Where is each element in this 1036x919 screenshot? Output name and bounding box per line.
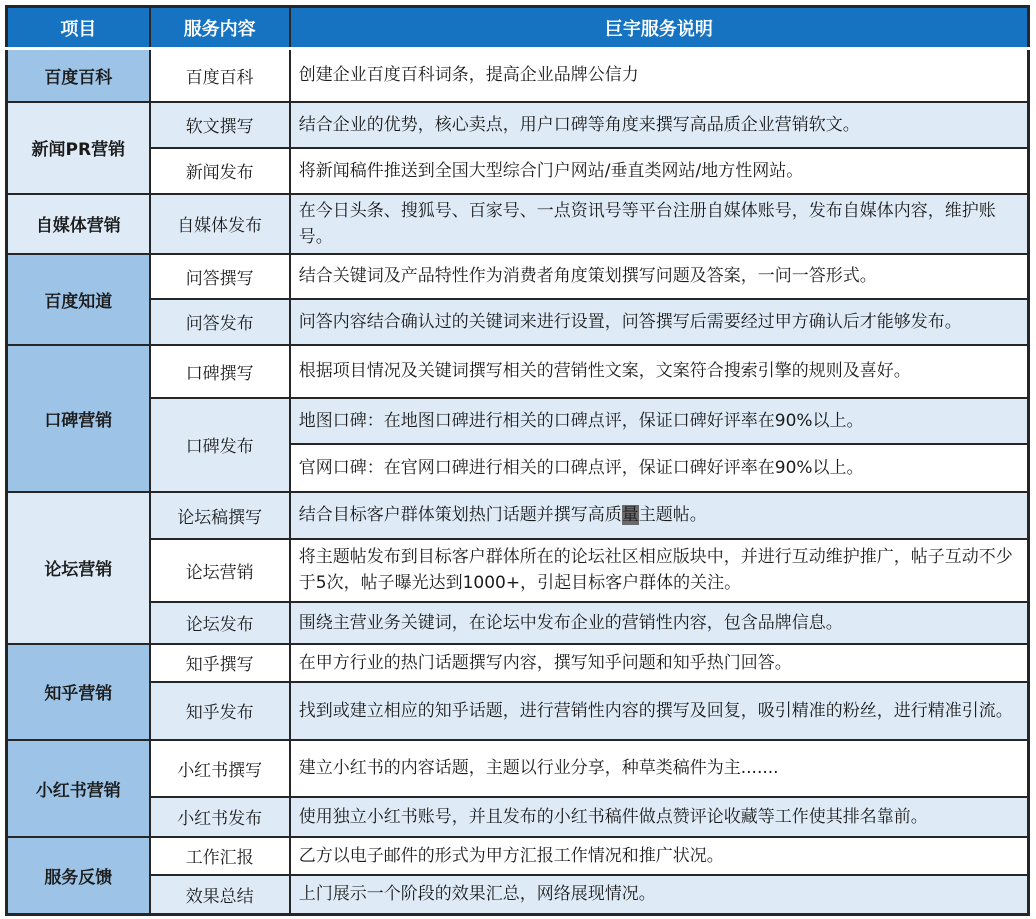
service-table-container <box>5 5 1030 916</box>
description-cell: 在今日头条、搜狐号、百家号、一点资讯号等平台注册自媒体账号，发布自媒体内容，维护账号。 <box>290 194 1029 254</box>
project-cell: 小红书营销 <box>7 740 150 837</box>
service-cell: 论坛稿撰写 <box>150 492 290 539</box>
description-text: 结合目标客户群体策划热门话题并撰写高质 <box>298 505 622 525</box>
description-cell: 地图口碑：在地图口碑进行相关的口碑点评，保证口碑好评率在90%以上。 <box>290 398 1029 444</box>
description-cell: 将新闻稿件推送到全国大型综合门户网站/垂直类网站/地方性网站。 <box>290 148 1029 194</box>
description-cell: 上门展示一个阶段的效果汇总，网络展现情况。 <box>290 875 1029 915</box>
table-row <box>7 539 1029 602</box>
cursor-highlight: 量 <box>621 505 639 525</box>
project-cell: 自媒体营销 <box>7 194 150 254</box>
service-cell: 效果总结 <box>150 875 290 915</box>
description-cell: 创建企业百度百科词条，提高企业品牌公信力 <box>290 49 1029 102</box>
table-row <box>7 148 1029 194</box>
project-cell: 新闻PR营销 <box>7 102 150 194</box>
service-cell: 口碑撰写 <box>150 345 290 398</box>
table-row <box>7 602 1029 644</box>
description-cell: 结合关键词及产品特性作为消费者角度策划撰写问题及答案，一问一答形式。 <box>290 254 1029 299</box>
description-text: 主题帖。 <box>638 505 707 525</box>
table-row <box>7 682 1029 740</box>
table-header-row <box>7 7 1029 49</box>
table-row <box>7 837 1029 875</box>
description-cell: 根据项目情况及关键词撰写相关的营销性文案，文案符合搜索引擎的规则及喜好。 <box>290 345 1029 398</box>
service-cell: 问答撰写 <box>150 254 290 299</box>
project-cell: 服务反馈 <box>7 837 150 915</box>
header-cell-service-content: 服务内容 <box>150 7 290 49</box>
description-cell: 官网口碑：在官网口碑进行相关的口碑点评，保证口碑好评率在90%以上。 <box>290 444 1029 492</box>
description-cell: 使用独立小红书账号，并且发布的小红书稿件做点赞评论收藏等工作使其排名靠前。 <box>290 797 1029 837</box>
table-row <box>7 345 1029 398</box>
table-row <box>7 102 1029 148</box>
project-cell: 百度百科 <box>7 49 150 102</box>
project-cell: 论坛营销 <box>7 492 150 644</box>
project-cell: 百度知道 <box>7 254 150 345</box>
table-row <box>7 797 1029 837</box>
table-row <box>7 740 1029 797</box>
table-row <box>7 299 1029 345</box>
description-cell: 建立小红书的内容话题，主题以行业分享，种草类稿件为主....... <box>290 740 1029 797</box>
table-row <box>7 644 1029 682</box>
service-cell: 自媒体发布 <box>150 194 290 254</box>
description-cell: 结合企业的优势，核心卖点，用户口碑等角度来撰写高品质企业营销软文。 <box>290 102 1029 148</box>
project-cell: 知乎营销 <box>7 644 150 740</box>
service-cell: 百度百科 <box>150 49 290 102</box>
header-cell-service-description: 巨宇服务说明 <box>290 7 1029 49</box>
service-cell: 软文撰写 <box>150 102 290 148</box>
description-cell <box>290 492 1029 539</box>
service-cell: 知乎撰写 <box>150 644 290 682</box>
description-cell: 问答内容结合确认过的关键词来进行设置，问答撰写后需要经过甲方确认后才能够发布。 <box>290 299 1029 345</box>
service-cell: 知乎发布 <box>150 682 290 740</box>
service-description-table <box>5 5 1030 916</box>
table-row <box>7 49 1029 102</box>
project-cell: 口碑营销 <box>7 345 150 492</box>
description-cell: 将主题帖发布到目标客户群体所在的论坛社区相应版块中，并进行互动维护推广，帖子互动不少于5次，帖子曝光达到1000+，引起目标客户群体的关注。 <box>290 539 1029 602</box>
header-cell-project: 项目 <box>7 7 150 49</box>
description-cell: 在甲方行业的热门话题撰写内容，撰写知乎问题和知乎热门回答。 <box>290 644 1029 682</box>
service-cell: 问答发布 <box>150 299 290 345</box>
description-cell: 找到或建立相应的知乎话题，进行营销性内容的撰写及回复，吸引精准的粉丝，进行精准引流。 <box>290 682 1029 740</box>
service-cell: 小红书发布 <box>150 797 290 837</box>
description-cell: 围绕主营业务关键词，在论坛中发布企业的营销性内容，包含品牌信息。 <box>290 602 1029 644</box>
service-cell: 工作汇报 <box>150 837 290 875</box>
table-row <box>7 254 1029 299</box>
service-cell: 论坛发布 <box>150 602 290 644</box>
table-row <box>7 194 1029 254</box>
service-cell: 小红书撰写 <box>150 740 290 797</box>
service-cell: 口碑发布 <box>150 398 290 492</box>
service-cell: 论坛营销 <box>150 539 290 602</box>
table-row <box>7 398 1029 444</box>
table-row <box>7 875 1029 915</box>
service-cell: 新闻发布 <box>150 148 290 194</box>
table-row <box>7 492 1029 539</box>
description-cell: 乙方以电子邮件的形式为甲方汇报工作情况和推广状况。 <box>290 837 1029 875</box>
